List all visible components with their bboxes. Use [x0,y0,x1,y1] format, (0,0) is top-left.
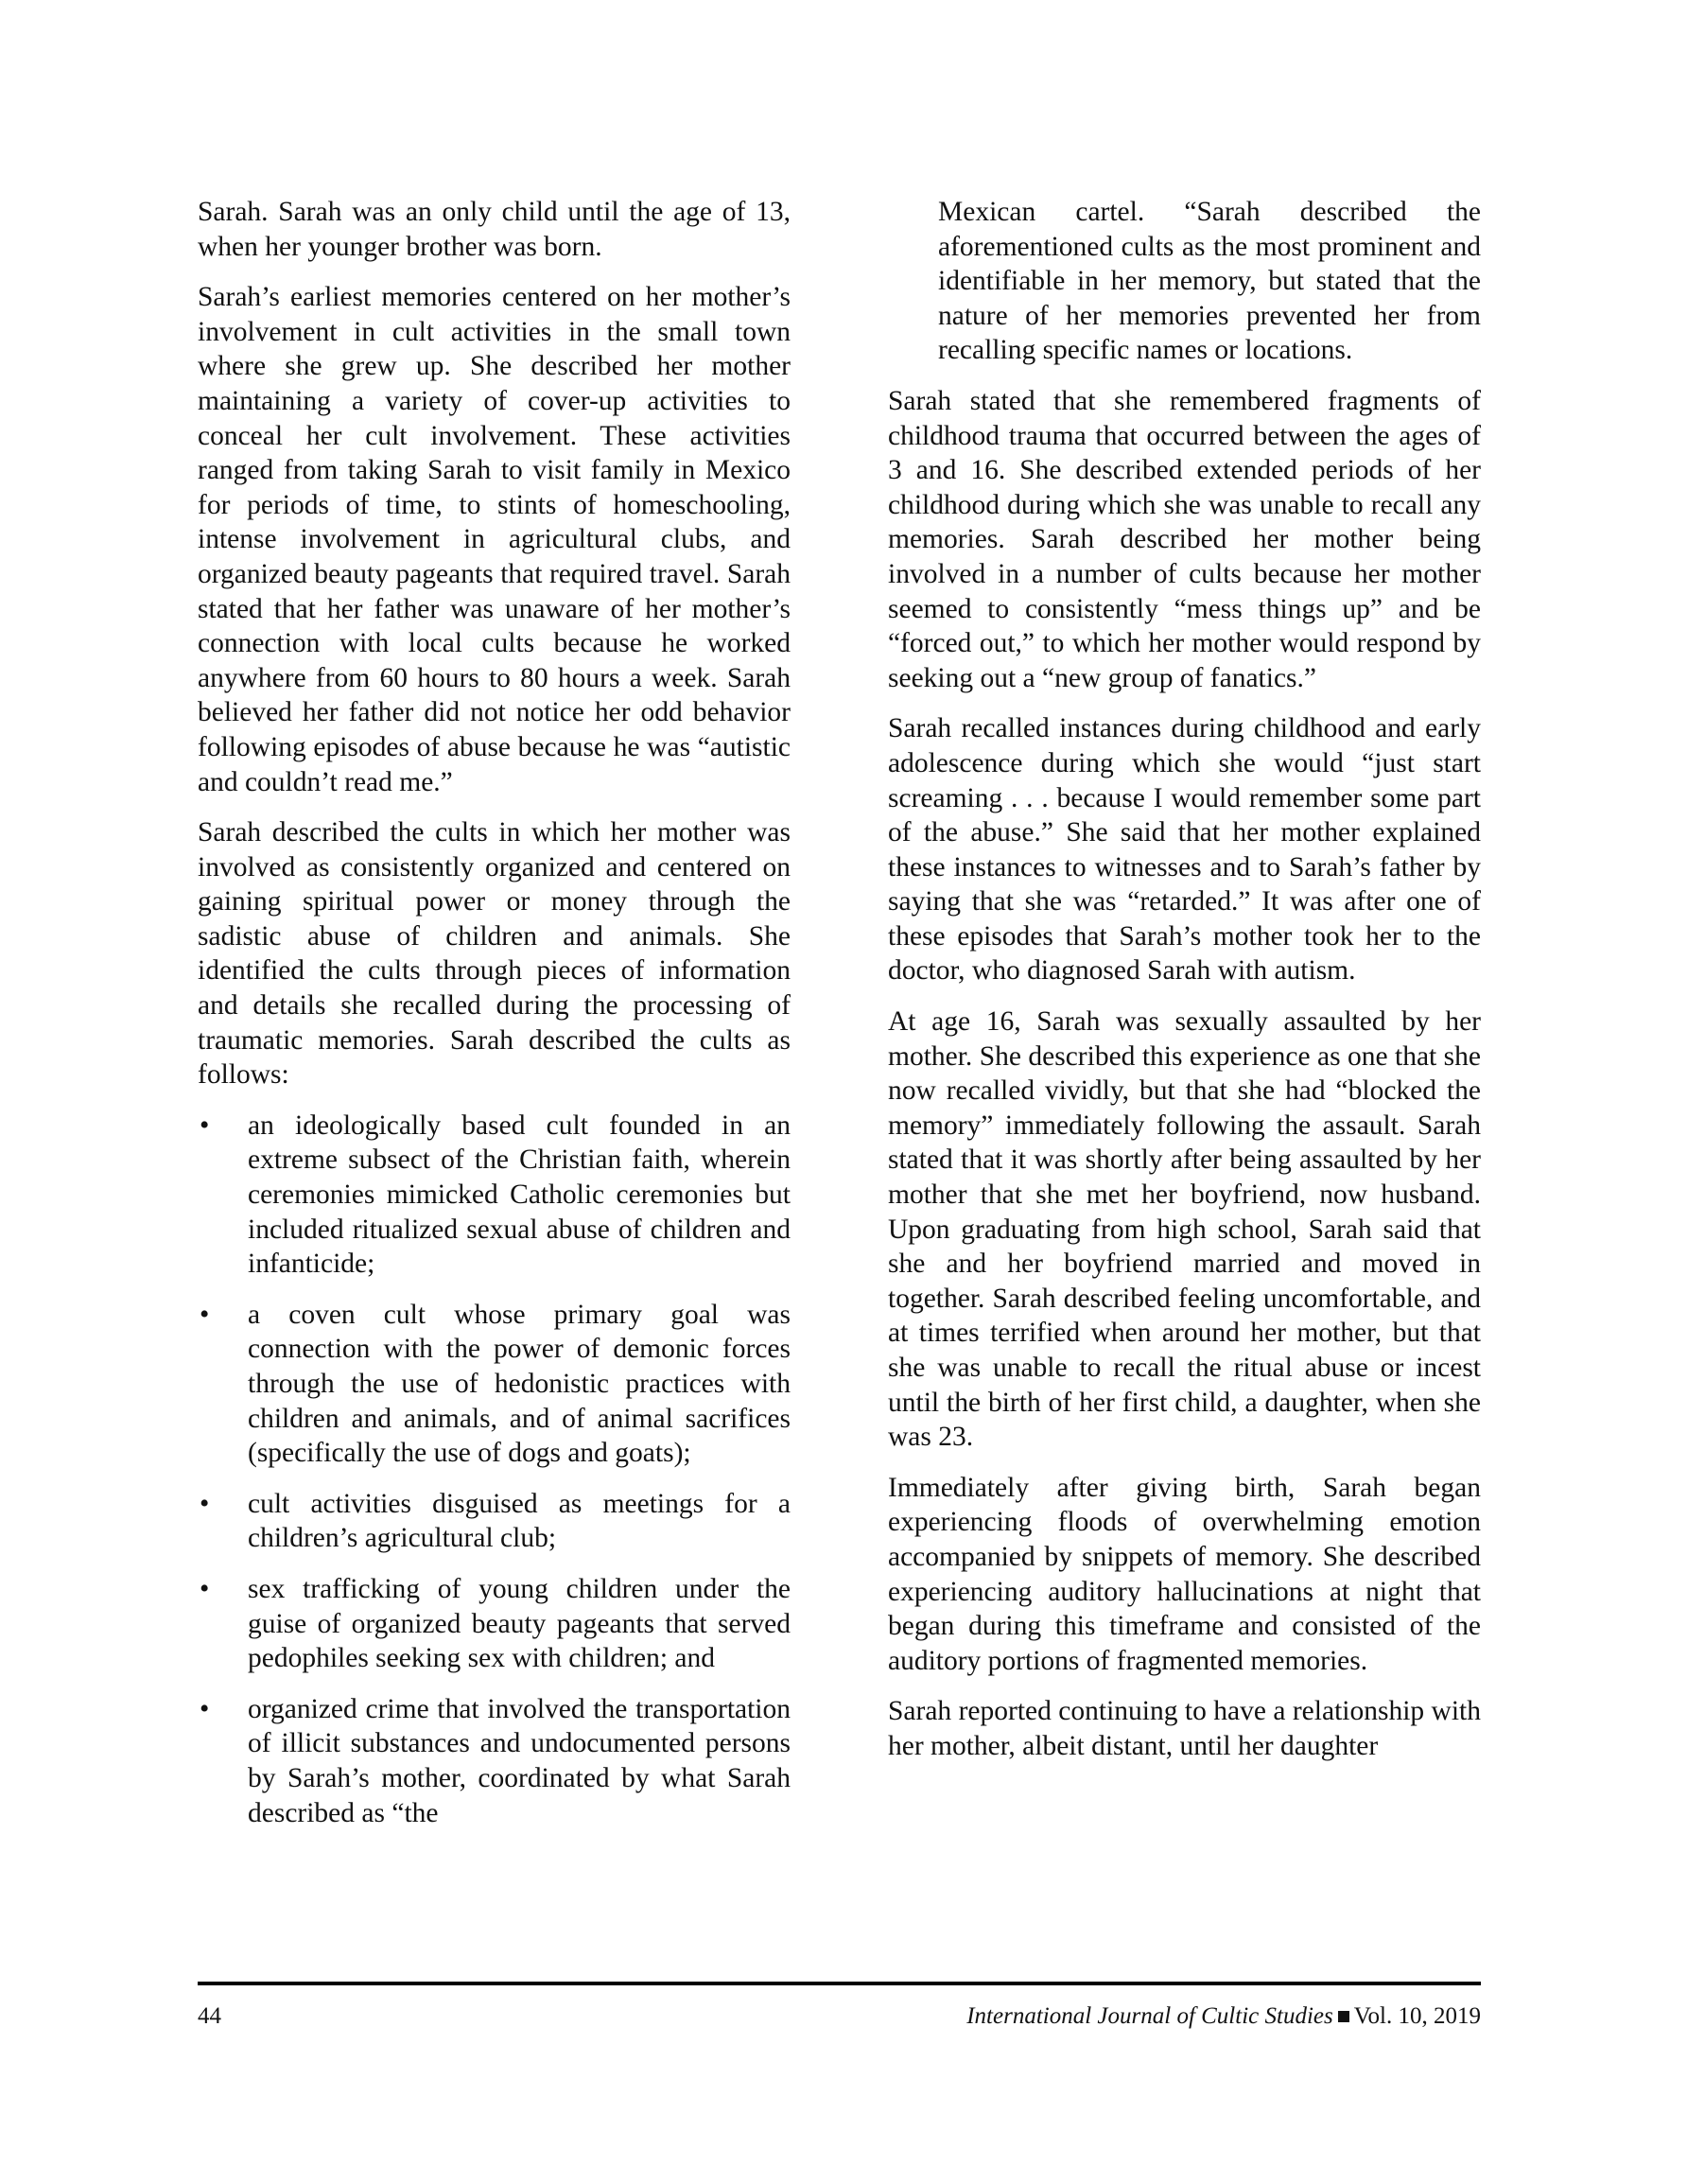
bullet-icon: • [200,1299,210,1330]
journal-title: International Journal of Cultic Studies [966,2003,1333,2029]
black-square-icon [1338,2011,1349,2022]
list-item-text: a coven cult whose primary goal was connection with the power of demonic forces through the use of hedonistic practices with children and animals, and of animal sacrifices (specifically the use of dogs and goats); [248,1299,791,1469]
list-item [198,1692,791,1830]
paragraph: Sarah stated that she remembered fragments of childhood trauma that occurred between the ages of 3 and 16. She described extended periods of her childhood during which she was unable to recall any memories. Sarah described her mother being involved in a number of cults because her mother seemed to consistently “mess things up” and be “forced out,” to which her mother would respond by seeking out a “new group of fanatics.” [888,385,1481,693]
page-number: 44 [198,2003,221,2029]
paragraph: Sarah. Sarah was an only child until the age of 13, when her younger brother was born. [198,197,791,262]
list-item-continuation: Mexican cartel. “Sarah described the aforementioned cults as the most prominent and identifiable in her memory, but stated that the nature of her memories prevented her from recalling specific names or locations. [938,197,1481,366]
paragraph: Sarah’s earliest memories centered on her mother’s involvement in cult activities in the small town where she grew up. She described her mother maintaining a variety of cover-up activities to conceal her cult involvement. These activities ranged from taking Sarah to visit family in Mexico for periods of time, to stints of homeschooling, intense involvement in agricultural clubs, and organized beauty pageants that required travel. Sarah stated that her father was unaware of her mother’s connection with local cults because he worked anywhere from 60 hours to 80 hours a week. Sarah believed her father did not notice her odd behavior following episodes of abuse because he was “autistic and couldn’t read me.” [198,282,791,797]
footer-rule [198,1982,1481,1985]
bullet-icon: • [200,1488,210,1519]
list-item-text: organized crime that involved the transportation of illicit substances and undocumented persons by Sarah’s mother, coordinated by what Sarah described as “the [248,1693,791,1828]
cult-list [198,1109,791,1830]
paragraph: Sarah described the cults in which her mother was involved as consistently organized and centered on gaining spiritual power or money through the sadistic abuse of children and animals. She identified the cults through pieces of information and details she recalled during the processing of traumatic memories. Sarah described the cults as follows: [198,817,791,1091]
list-item-text: cult activities disguised as meetings for a children’s agricultural club; [248,1488,791,1554]
list-item [198,1487,791,1556]
list-item [198,1298,791,1471]
volume-info: Vol. 10, 2019 [1353,2003,1481,2029]
list-item [198,1572,791,1676]
paragraph: At age 16, Sarah was sexually assaulted by her mother. She described this experience as one that she now recalled vividly, but that she had “blocked the memory” immediately following the assault. Sarah stated that it was shortly after being assaulted by her mother that she met her boyfriend, now husband. Upon graduating from high school, Sarah said that she and her boyfriend married and moved in together. Sarah described feeling uncomfortable, and at times terrified when around her mother, but that she was unable to recall the ritual abuse or incest until the birth of her first child, a daughter, when she was 23. [888,1006,1481,1453]
left-column [198,195,791,1846]
list-item [198,1109,791,1282]
bullet-icon: • [200,1109,210,1141]
paragraph: Sarah recalled instances during childhood and early adolescence during which she would “just start screaming . . . because I would remember some part of the abuse.” She said that her mother explained these instances to witnesses and to Sarah’s father by saying that she was “retarded.” It was after one of these episodes that Sarah’s mother took her to the doctor, who diagnosed Sarah with autism. [888,713,1481,987]
bullet-icon: • [200,1573,210,1604]
paragraph: Immediately after giving birth, Sarah began experiencing floods of overwhelming emotion accompanied by snippets of memory. She described experiencing auditory hallucinations at night that began during this timeframe and consisted of the auditory portions of fragmented memories. [888,1472,1481,1676]
paragraph: Sarah reported continuing to have a relationship with her mother, albeit distant, until her daughter [888,1696,1481,1761]
list-item-text: sex trafficking of young children under the guise of organized beauty pageants that served pedophiles seeking sex with children; and [248,1573,791,1674]
list-item-text: an ideologically based cult founded in an extreme subsect of the Christian faith, wherein ceremonies mimicked Catholic ceremonies but included ritualized sexual abuse of children and infanticide; [248,1109,791,1280]
journal-citation [966,2003,1481,2030]
right-column [888,195,1481,1780]
bullet-icon: • [200,1693,210,1724]
page-footer [198,2003,1481,2030]
